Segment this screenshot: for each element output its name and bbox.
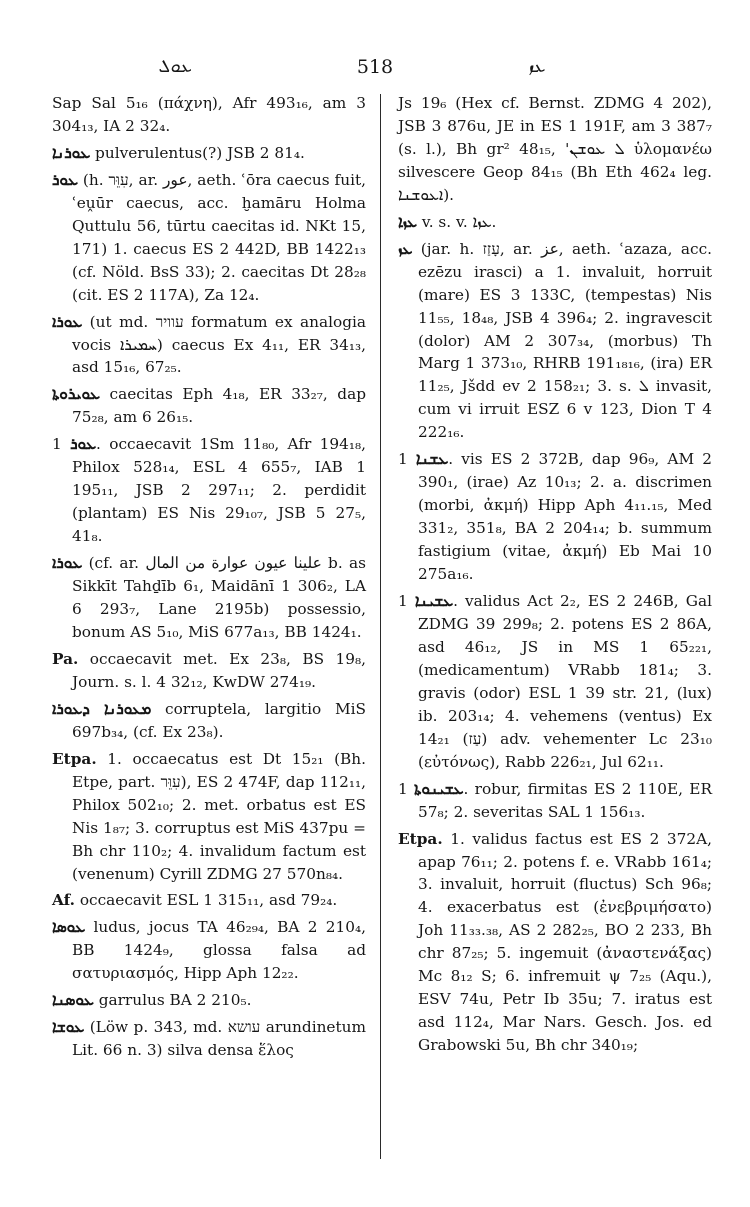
dictionary-entry	[52, 916, 366, 985]
entry-headword: ܥܘܪ	[70, 435, 97, 454]
dictionary-entry	[398, 828, 712, 1058]
entry-text: Js 19₆ (Hex cf. Bernst. ZDMG 4 202), JSB 3 876u, JE in ES 1 191F, am 3 387₇ (s. l.), Bh gr² 48₁₅, 'ܠ ܥܘܫܢ ὑλομανέω silvescere Geop 84₁₅ (Bh Eth 462₄ leg. ܐܥܘܫܢܐ).	[398, 94, 712, 204]
entry-text: 1. validus Act 2₂, ES 2 246B, Gal ZDMG 39 299₈; 2. potens ES 2 86A, asd 46₁₂, JS in MS 1 65₂₂₁, (medicamentum) VRabb 181₄; 3. gravis (odor) ESL 1 39 str. 21, (lux) ib. 203₁₄; 4. vehemens (ventus) Ex 14₂₁ (עַז) adv. vehementer Lc 23₁₀ (εὐτόνως), Rabb 226₂₁, Jul 62₁₁.	[398, 592, 712, 771]
entry-headword: ܥܘܪܐ	[52, 554, 83, 573]
entry-headword: ܥܘܫܐ	[52, 1018, 85, 1037]
left-column	[52, 92, 366, 1066]
entry-headword: ܥܘܣܢܐ	[52, 991, 94, 1010]
dictionary-entry	[398, 590, 712, 774]
entry-headword: ܥܘܪܐ	[52, 312, 83, 331]
entry-headword: ܥܫܝܢܐ	[414, 592, 454, 611]
entry-text: (Löw p. 343, md. עושא arundinetum Lit. 66 n. 3) silva densa ἕλος	[72, 1018, 366, 1060]
entry-headword: ܥܘܪ	[52, 170, 78, 189]
entry-text: 1. vis ES 2 372B, dap 96₉, AM 2 390₁, (irae) Az 10₁₃; 2. a. discrimen (morbi, ἀκμή) Hipp Aph 4₁₁.₁₅, Med 331₂, 351₈, BA 2 204₁₄; b. summum fastigium (vitae, ἀκμή) Eb Mai 10 275a₁₆.	[398, 450, 712, 584]
entry-headword: ܥܙܐ	[398, 212, 417, 231]
entry-text: (cf. ar. علينا عيون عوارة من المال b. as Sikkīt Tahḏīb 6₁, Maidānī 1 306₂, LA 6 293₇, Lane 2195b) possessio, bonum AS 5₁₀, MiS 677a₁₃, BB 1424₁.	[72, 554, 366, 641]
entry-text: v. s. v. ܥܙܐ.	[417, 212, 497, 231]
dictionary-entry	[52, 169, 366, 307]
dictionary-entry	[52, 142, 366, 165]
entry-text: caecitas Eph 4₁₈, ER 33₂₇, dap 75₂₈, am 6 26₁₅.	[72, 385, 366, 427]
dictionary-entry	[398, 448, 712, 586]
dictionary-entry	[52, 748, 366, 886]
running-headword-right: ܥܙ	[528, 56, 545, 77]
dictionary-entry	[52, 648, 366, 694]
dictionary-entry	[52, 889, 366, 912]
entry-headword: ܡܥܘܪܢܐ ܕܥܘܪܐ	[52, 699, 152, 718]
entry-headword: ܥܘܣܐ	[52, 918, 86, 937]
dictionary-entry	[52, 433, 366, 548]
entry-text: garrulus BA 2 210₅.	[93, 991, 252, 1010]
dictionary-entry	[52, 1016, 366, 1062]
entry-headword: Pa.	[52, 649, 79, 668]
entry-text: Sap Sal 5₁₆ (πάχνη), Afr 493₁₆, am 3 304₁₃, IA 2 32₄.	[52, 94, 366, 135]
dictionary-entry	[398, 92, 712, 207]
entry-text: ludus, jocus TA 46₂₉₄, BA 2 210₄, BB 1424₉, glossa falsa ad σατυριασμός, Hipp Aph 12₂₂.	[72, 918, 366, 983]
entry-text: 1. robur, firmitas ES 2 110E, ER 57₈; 2. severitas SAL 1 156₁₃.	[398, 779, 712, 821]
dictionary-entry	[398, 778, 712, 824]
dictionary-entry	[52, 383, 366, 429]
entry-headword: ܥܘܝܪܘܬܐ	[52, 385, 100, 404]
entry-text: 1. validus factus est ES 2 372A, apap 76₁₁; 2. potens f. e. VRabb 161₄; 3. invaluit, horruit (fluctus) Sch 96₈; 4. exacerbatus est (ἐνεβριμήσατο) Joh 11₃₃.₃₈, AS 2 282₂₅, BO 2 233, Bh chr 87₂₅; 5. ingemuit (ἀναστενάξας) Mc 8₁₂ S; 6. infremuit ψ 7₂₅ (Aqu.), ESV 74u, Petr Ib 35u; 7. iratus est asd 112₄, Mar Nars. Gesch. Jos. ed Grabowski 5u, Bh chr 340₁₉;	[418, 829, 712, 1055]
entry-text: pulverulentus(?) JSB 2 81₄.	[90, 143, 305, 162]
entry-text: corruptela, largitio MiS 697b₃₄, (cf. Ex 23₈).	[72, 699, 366, 741]
dictionary-entry	[52, 92, 366, 138]
entry-headword: ܥܙ	[398, 239, 413, 258]
dictionary-entry	[398, 238, 712, 445]
entry-text: 1. occaecavit 1Sm 11₈₀, Afr 194₁₈, Philox 528₁₄, ESL 4 655₇, IAB 1 195₁₁, JSB 2 297₁₁; 2. perdidit (plantam) ES Nis 29₁₀₇, JSB 5 27₅, 41₈.	[52, 435, 366, 546]
entry-text: occaecavit met. Ex 23₈, BS 19₈, Journ. s. l. 4 32₁₂, KwDW 274₁₉.	[72, 649, 366, 691]
entry-text: (ut md. עוויר formatum ex analogia vocis ܚܡܝܪܐ) caecus Ex 4₁₁, ER 34₁₃, asd 15₁₆, 67₂₅.	[72, 312, 367, 377]
entry-headword: Af.	[52, 891, 75, 910]
entry-text: 1. occaecatus est Dt 15₂₁ (Bh. Etpe, part. עִוֵּר), ES 2 474F, dap 112₁₁, Philox 502₁₀; 2. met. orbatus est ES Nis 1₈₇; 3. corruptus est MiS 437pu = Bh chr 110₂; 4. invalidum factum est (venenum) Cyrill ZDMG 27 570n₈₄.	[72, 749, 366, 883]
entry-headword: ܥܫܢܐ	[415, 450, 449, 469]
entry-headword: ܥܫܝܢܘܬܐ	[414, 779, 464, 798]
right-column	[398, 92, 712, 1061]
entry-text: occaecavit ESL 1 315₁₁, asd 79₂₄.	[74, 891, 338, 910]
entry-headword: ܥܘܪܢܐ	[52, 143, 91, 162]
entry-text: (jar. h. עָזַז, ar. عز, aeth. ʿazaza, acc. ezēzu irasci) a 1. invaluit, horruit (mare) ES 3 133C, (tempestas) Nis 11₅₅, 18₄₈, JSB 4 396₄; 2. ingravescit (dolor) AM 2 307₃₄, (morbus) Th Marg 1 373₁₀, RHRB 191₁₈₁₆, (ira) ER 11₂₅, Jšdd ev 2 158₂₁; 3. s. ܠ invasit, cum vi irruit ESZ 6 v 123, Dion T 4 222₁₆.	[412, 239, 713, 442]
page-header	[0, 48, 750, 88]
entry-headword: Etpa.	[52, 749, 97, 768]
dictionary-entry	[52, 311, 366, 380]
dictionary-entry	[52, 989, 366, 1012]
dictionary-entry	[52, 552, 366, 644]
dictionary-entry	[52, 698, 366, 744]
dictionary-entry	[398, 211, 712, 234]
entry-text: (h. עִוֵּר, ar. عور, aeth. ʿōra caecus fuit, ʿeṷūr caecus, acc. ḫamāru Holma Quttulu 56, tūrtu caecitas id. NKt 15, 171) 1. caecus ES 2 442D, BB 1422₁₃ (cf. Nöld. BsS 33); 2. caecitas Dt 28₂₈ (cit. ES 2 117A), Za 12₄.	[72, 170, 366, 304]
entry-headword: Etpa.	[398, 829, 443, 848]
page-number: 518	[356, 56, 394, 78]
column-divider	[380, 94, 381, 1159]
running-headword-left: ܥܘܠ	[158, 56, 192, 77]
